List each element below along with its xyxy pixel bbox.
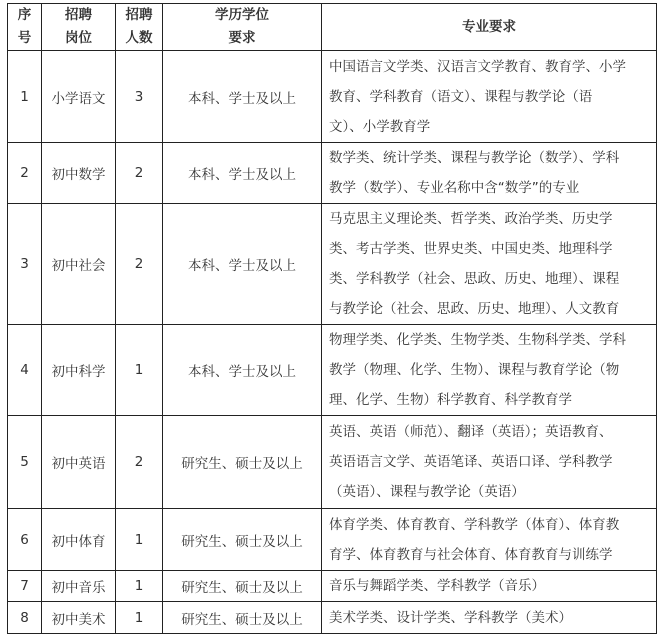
cell-major bbox=[322, 51, 657, 143]
cell-major bbox=[322, 571, 657, 602]
major-line: 马克思主义理论类、哲学类、政治学类、历史学 bbox=[329, 211, 613, 227]
cell-position: 小学语文 bbox=[42, 51, 116, 143]
header-text: 序 bbox=[17, 7, 32, 23]
table-row bbox=[8, 509, 657, 571]
cell-degree: 研究生、硕士及以上 bbox=[163, 509, 322, 571]
cell-no: 5 bbox=[8, 416, 42, 509]
header-text: 人数 bbox=[125, 30, 153, 46]
header-text: 号 bbox=[17, 30, 32, 46]
table-row bbox=[8, 571, 657, 602]
cell-no: 8 bbox=[8, 602, 42, 634]
major-line: 体育学类、体育教育、学科教学（体育）、体育教 bbox=[329, 516, 620, 533]
cell-position: 初中科学 bbox=[42, 325, 116, 416]
cell-major bbox=[322, 416, 657, 509]
header-text: 岗位 bbox=[65, 30, 92, 46]
cell-degree: 研究生、硕士及以上 bbox=[163, 602, 322, 634]
cell-position: 初中体育 bbox=[42, 509, 116, 571]
major-line: 英语语言文学、英语笔译、英语口译、学科教学 bbox=[329, 454, 613, 470]
major-line: 中国语言文学类、汉语言文学教育、教育学、小学 bbox=[329, 58, 626, 75]
header-degree bbox=[163, 4, 322, 51]
major-line: 文）、小学教育学 bbox=[329, 118, 431, 135]
major-line: 物理学类、化学类、生物学类、生物科学类、学科 bbox=[329, 332, 626, 348]
cell-count: 1 bbox=[116, 509, 163, 571]
cell-position: 初中美术 bbox=[42, 602, 116, 634]
cell-major bbox=[322, 509, 657, 571]
cell-no: 3 bbox=[8, 204, 42, 325]
table-row bbox=[8, 51, 657, 143]
table-row bbox=[8, 204, 657, 325]
major-line: 理、化学、生物）科学教育、科学教育学 bbox=[329, 392, 572, 408]
cell-no: 7 bbox=[8, 571, 42, 602]
header-text: 招聘 bbox=[125, 7, 153, 23]
major-line: 音乐与舞蹈学类、学科教学（音乐） bbox=[329, 578, 545, 594]
table-row bbox=[8, 325, 657, 416]
cell-count: 2 bbox=[116, 416, 163, 509]
cell-no: 6 bbox=[8, 509, 42, 571]
cell-degree: 研究生、硕士及以上 bbox=[163, 571, 322, 602]
major-line: （英语）、课程与教学论（英语） bbox=[329, 484, 525, 500]
major-line: 教学（数学）、专业名称中含“数学”的专业 bbox=[329, 180, 580, 196]
header-text: 要求 bbox=[228, 30, 256, 46]
cell-position: 初中英语 bbox=[42, 416, 116, 509]
cell-count: 1 bbox=[116, 571, 163, 602]
header-count bbox=[116, 4, 163, 51]
cell-degree: 本科、学士及以上 bbox=[163, 325, 322, 416]
cell-major bbox=[322, 204, 657, 325]
cell-position: 初中音乐 bbox=[42, 571, 116, 602]
header-text: 学历学位 bbox=[215, 7, 269, 23]
cell-degree: 研究生、硕士及以上 bbox=[163, 416, 322, 509]
major-line: 类、学科教学（社会、思政、历史、地理）、课程 bbox=[329, 271, 620, 287]
cell-count: 2 bbox=[116, 143, 163, 204]
major-line: 育学、体育教育与社会体育、体育教育与训练学 bbox=[329, 546, 613, 563]
cell-major bbox=[322, 325, 657, 416]
major-line: 类、考古学类、世界史类、中国史类、地理科学 bbox=[329, 241, 613, 257]
table-row bbox=[8, 416, 657, 509]
cell-major bbox=[322, 143, 657, 204]
header-row bbox=[8, 4, 657, 51]
major-line: 与教学论（社会、思政、历史、地理）、人文教育 bbox=[329, 301, 620, 317]
cell-no: 4 bbox=[8, 325, 42, 416]
major-line: 教育、学科教育（语文）、课程与教学论（语 bbox=[329, 88, 593, 105]
header-position bbox=[42, 4, 116, 51]
cell-no: 2 bbox=[8, 143, 42, 204]
cell-count: 1 bbox=[116, 602, 163, 634]
cell-major bbox=[322, 602, 657, 634]
header-major: 专业要求 bbox=[322, 4, 657, 51]
cell-count: 1 bbox=[116, 325, 163, 416]
cell-count: 2 bbox=[116, 204, 163, 325]
cell-degree: 本科、学士及以上 bbox=[163, 51, 322, 143]
cell-no: 1 bbox=[8, 51, 42, 143]
major-line: 教学（物理、化学、生物）、课程与教育学论（物 bbox=[329, 362, 620, 378]
cell-position: 初中社会 bbox=[42, 204, 116, 325]
header-text: 招聘 bbox=[65, 7, 92, 23]
table-row bbox=[8, 602, 657, 634]
major-line: 美术学类、设计学类、学科教学（美术） bbox=[329, 609, 572, 626]
table-row bbox=[8, 143, 657, 204]
cell-count: 3 bbox=[116, 51, 163, 143]
major-line: 数学类、统计学类、课程与教学论（数学）、学科 bbox=[329, 150, 620, 166]
cell-degree: 本科、学士及以上 bbox=[163, 204, 322, 325]
major-line: 英语、英语（师范）、翻译（英语）；英语教育、 bbox=[329, 424, 613, 440]
header-no bbox=[8, 4, 42, 51]
cell-position: 初中数学 bbox=[42, 143, 116, 204]
cell-degree: 本科、学士及以上 bbox=[163, 143, 322, 204]
recruitment-table bbox=[7, 3, 657, 634]
